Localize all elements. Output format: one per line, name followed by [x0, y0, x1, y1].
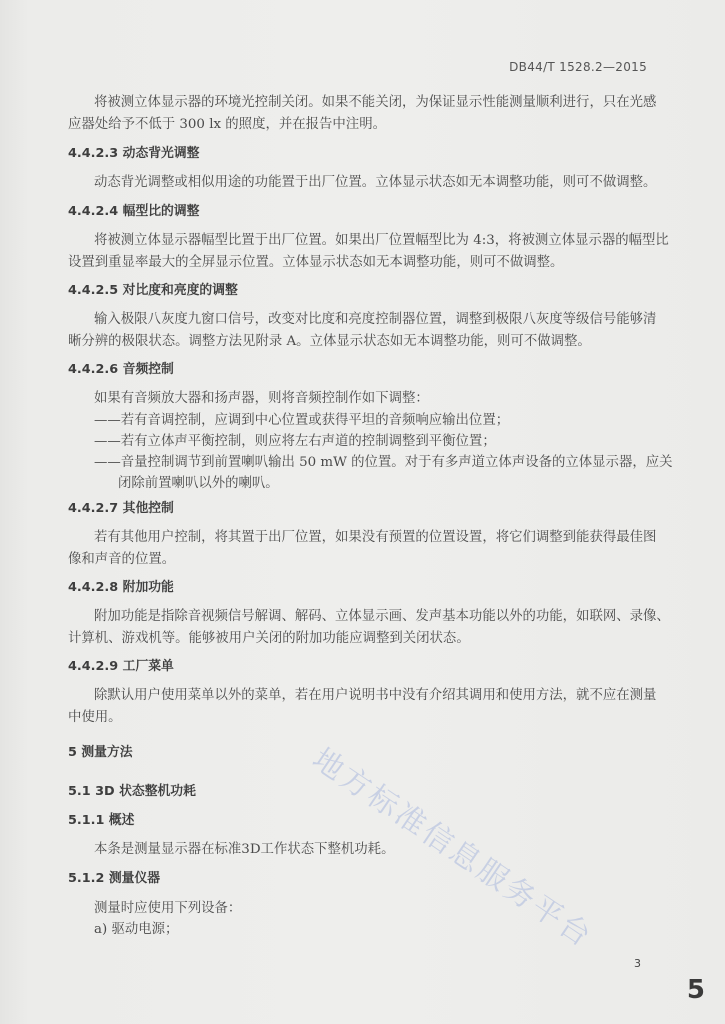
paragraph-line: 测量时应使用下列设备：: [94, 901, 242, 916]
page-number: 3: [634, 957, 641, 970]
list-item: ——若有立体声平衡控制，则应将左右声道的控制调整到平衡位置；: [94, 434, 496, 449]
paragraph-line: 设置到重显率最大的全屏显示位置。立体显示状态如无本调整功能，则可不做调整。: [68, 255, 564, 270]
paragraph-line: 中使用。: [68, 710, 122, 725]
section-heading-5-1-1: 5.1.1 概述: [68, 813, 135, 828]
section-heading-5-1-2: 5.1.2 测量仪器: [68, 871, 161, 886]
section-heading-5-1: 5.1 3D 状态整机功耗: [68, 784, 196, 799]
paragraph-line: 动态背光调整或相似用途的功能置于出厂位置。立体显示状态如无本调整功能，则可不做调整。: [94, 175, 657, 190]
section-heading-4-4-2-5: 4.4.2.5 对比度和亮度的调整: [68, 283, 238, 298]
paragraph-line: 如果有音频放大器和扬声器，则将音频控制作如下调整：: [94, 391, 429, 406]
paragraph-line: 将被测立体显示器幅型比置于出厂位置。如果出厂位置幅型比为 4:3，将被测立体显示器的幅型比: [94, 233, 669, 248]
paragraph-line: 晰分辨的极限状态。调整方法见附录 A。立体显示状态如无本调整功能，则可不做调整。: [68, 334, 591, 349]
paragraph-line: 应器处给予不低于 300 lx 的照度，并在报告中注明。: [68, 117, 386, 132]
corner-page-number: 5: [686, 975, 705, 1005]
paragraph-line: 计算机、游戏机等。能够被用户关闭的附加功能应调整到关闭状态。: [68, 631, 470, 646]
list-item: a) 驱动电源；: [94, 922, 179, 937]
paragraph-line: 本条是测量显示器在标准3D工作状态下整机功耗。: [94, 842, 395, 857]
document-code: DB44/T 1528.2—2015: [509, 60, 647, 74]
paragraph-line: 像和声音的位置。: [68, 552, 176, 567]
section-heading-4-4-2-8: 4.4.2.8 附加功能: [68, 580, 174, 595]
list-item: ——音量控制调节到前置喇叭输出 50 mW 的位置。对于有多声道立体声设备的立体显示器，应关: [94, 455, 673, 470]
paragraph-line: 将被测立体显示器的环境光控制关闭。如果不能关闭，为保证显示性能测量顺利进行，只在光感: [94, 95, 657, 110]
paragraph-line: 除默认用户使用菜单以外的菜单，若在用户说明书中没有介绍其调用和使用方法，就不应在测量: [94, 688, 657, 703]
paragraph-line: 附加功能是指除音视频信号解调、解码、立体显示画、发声基本功能以外的功能，如联网、录像、: [94, 609, 670, 624]
section-heading-4-4-2-3: 4.4.2.3 动态背光调整: [68, 146, 200, 161]
watermark: 地方标准信息服务平台: [305, 741, 600, 956]
paragraph-line: 输入极限八灰度九窗口信号，改变对比度和亮度控制器位置，调整到极限八灰度等级信号能够清: [94, 312, 657, 327]
section-heading-4-4-2-6: 4.4.2.6 音频控制: [68, 362, 174, 377]
paragraph-line: 若有其他用户控制，将其置于出厂位置，如果没有预置的位置设置，将它们调整到能获得最佳图: [94, 530, 657, 545]
section-heading-4-4-2-9: 4.4.2.9 工厂菜单: [68, 659, 174, 674]
list-item-continuation: 闭除前置喇叭以外的喇叭。: [118, 476, 279, 491]
list-item: ——若有音调控制，应调到中心位置或获得平坦的音频响应输出位置；: [94, 413, 510, 428]
section-heading-4-4-2-4: 4.4.2.4 幅型比的调整: [68, 204, 200, 219]
section-heading-5: 5 测量方法: [68, 745, 133, 760]
section-heading-4-4-2-7: 4.4.2.7 其他控制: [68, 501, 174, 516]
